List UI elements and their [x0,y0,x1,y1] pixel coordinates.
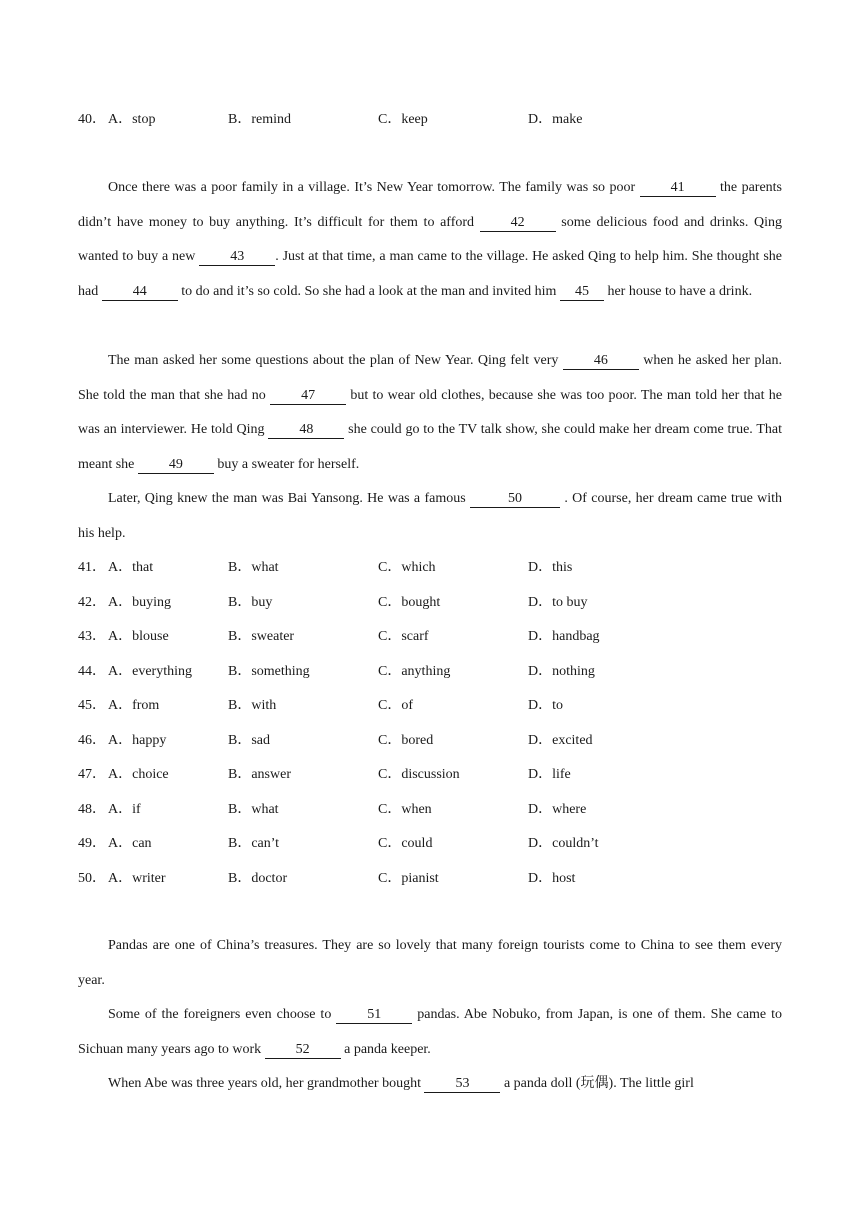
option-c: C．bought [378,594,441,610]
option-row [78,765,788,785]
option-d: D．to [528,698,563,713]
passage-text: to do and it’s so cold. So she had a look at the man and invited him [177,283,560,299]
question-number: 44． [78,663,106,679]
blank-46: 46 [563,353,639,370]
passage-1-paragraph-3 [78,482,782,551]
option-row [78,696,788,716]
option-c: C．bored [378,732,434,748]
option-c: C．of [378,698,413,713]
option-d: D．this [528,560,573,575]
blank-45: 45 [560,284,604,301]
option-d: D．life [528,767,571,782]
question-number: 48． [78,801,106,817]
question-number: 47． [78,767,106,782]
option-b: B．sweater [228,629,295,644]
blank-52: 52 [265,1042,341,1059]
option-c: C．scarf [378,629,429,644]
option-a: A．that [108,560,154,575]
passage-text: she could go to the TV talk show, she could make her dream come true. That meant she [78,422,783,472]
option-d: D．excited [528,732,593,748]
option-row [78,869,788,889]
option-d: D．where [528,801,587,817]
blank-43: 43 [199,249,275,266]
passage-text: The man asked her some questions about the plan of New Year. Qing felt very [108,353,563,368]
option-b: B．something [228,663,310,679]
option-a: A．buying [108,594,171,610]
option-d: D．host [528,870,576,886]
passage-1-paragraph-1 [78,171,782,309]
option-b: B．buy [228,594,273,610]
option-row [78,558,788,578]
option-d: D．handbag [528,629,600,644]
passage-text: . Just at that time, a man came to the village. He asked Qing to help him. She thought she had [78,249,782,299]
option-b: B．with [228,698,277,713]
option-a: A．happy [108,732,167,748]
passage-text: buy a sweater for herself. [213,456,360,472]
option-a: A．if [108,801,141,817]
option-d: D．nothing [528,663,595,679]
option-a: A．can [108,836,152,851]
option-row [78,593,788,613]
option-row [78,731,788,751]
passage-text: When Abe was three years old, her grandmother bought [108,1076,425,1091]
option-d: D．to buy [528,594,588,610]
passage-text: Once there was a poor family in a village. It’s New Year tomorrow. The family was so poor [108,180,640,195]
passage-text: . Of course, her dream came true with his help. [78,491,783,541]
option-c: C．could [378,836,433,851]
passage-text: a panda doll (玩偶). The little girl [500,1076,694,1091]
passage-2-paragraph-1: Pandas are one of China’s treasures. They are so lovely that many foreign tourists come to China to see them every year. [78,938,782,988]
question-number: 45． [78,698,106,713]
option-d: D．make [528,112,583,127]
blank-42: 42 [480,215,556,232]
option-c: C．anything [378,663,451,679]
blank-44: 44 [102,284,178,301]
question-number: 41． [78,560,106,575]
question-number: 50． [78,870,106,886]
option-a: A．blouse [108,629,169,644]
question-number: 43． [78,629,106,644]
blank-48: 48 [268,422,344,439]
option-row [78,800,788,820]
question-number: 42． [78,594,106,610]
option-d: D．couldn’t [528,836,599,851]
option-c: C．when [378,801,432,817]
passage-text: a panda keeper. [340,1041,431,1057]
blank-51: 51 [336,1007,412,1024]
blank-49: 49 [138,457,214,474]
option-c: C．which [378,560,436,575]
option-c: C．pianist [378,870,439,886]
option-b: B．sad [228,732,270,748]
option-b: B．doctor [228,870,288,886]
passage-text: Later, Qing knew the man was Bai Yansong. He was a famous [108,491,471,506]
passage-text: the parents didn’t have money to buy anything. It’s difficult for them to afford [78,180,782,230]
blank-50: 50 [470,491,560,508]
option-b: B．answer [228,767,291,782]
option-a: A．choice [108,767,169,782]
passage-2-paragraph-2 [78,998,782,1067]
option-row [78,627,788,647]
option-row [78,662,788,682]
passage-1-paragraph-2 [78,344,782,482]
passage-text: but to wear old clothes, because she was too poor. The man told her that he was an interviewer. He told Qing [78,387,782,437]
blank-41: 41 [640,180,716,197]
option-b: B．remind [228,112,291,127]
option-a: A．from [108,698,160,713]
option-b: B．can’t [228,836,280,851]
option-b: B．what [228,560,279,575]
passage-text: her house to have a drink. [603,283,753,299]
option-c: C．discussion [378,767,460,782]
blank-53: 53 [424,1076,500,1093]
passage-text: Some of the foreigners even choose to [108,1007,337,1022]
option-c: C．keep [378,112,428,127]
option-a: A．everything [108,663,192,679]
passage-text: some delicious food and drinks. Qing wanted to buy a new [78,214,782,264]
question-number: 49． [78,836,106,851]
passage-text: pandas. Abe Nobuko, from Japan, is one of them. She came to Sichuan many years ago to work [78,1007,782,1057]
question-number: 40． [78,112,106,127]
question-number: 46． [78,732,106,748]
blank-47: 47 [270,388,346,405]
option-row-40 [78,110,788,130]
option-a: A．stop [108,112,156,127]
passage-2-paragraph-3 [78,1067,782,1102]
option-b: B．what [228,801,279,817]
option-a: A．writer [108,870,166,886]
passage-text: when he asked her plan. She told the man that she had no [78,353,782,403]
option-row [78,834,788,854]
